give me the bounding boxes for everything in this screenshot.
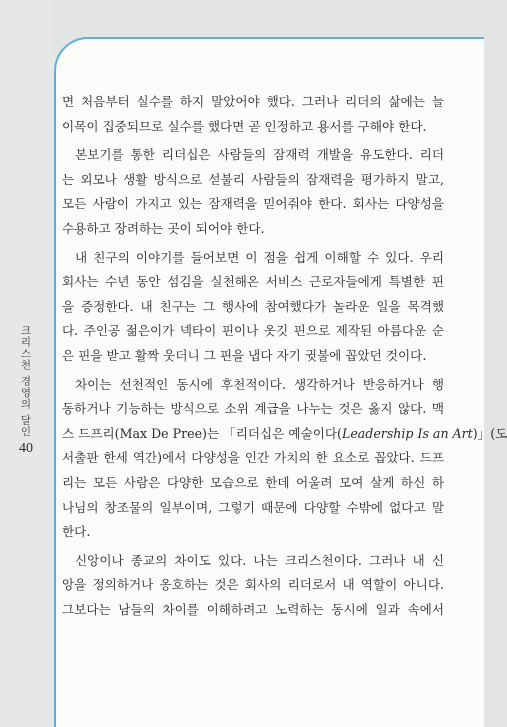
text-line: 내 친구의 이야기를 들어보면 이 점을 쉽게 이해할 수 있다. 우리 [75, 249, 444, 265]
text-segment: )」(도 [472, 425, 507, 441]
text-line: 는 외모나 생활 방식으로 섣불리 사람들의 잠재력을 평가하지 말고, [62, 171, 444, 187]
text-line: 수용하고 장려하는 곳이 되어야 한다. [62, 220, 265, 236]
text-line: 모든 사람이 가지고 있는 잠재력을 믿어줘야 한다. 회사는 다양성을 [62, 196, 444, 212]
paragraph-2 [62, 143, 444, 241]
text-line: 그보다는 남들의 차이를 이해하려고 노력하는 동시에 일과 속에서 [62, 601, 444, 617]
page-body [62, 90, 507, 626]
text-line: 한다. [62, 524, 91, 540]
book-title: 크리스천 경영의 달인 [19, 325, 32, 438]
paragraph-1 [62, 90, 444, 139]
italic-book-title: Leadership Is an Art [341, 425, 473, 441]
text-line: 앙을 정의하거나 옹호하는 것은 회사의 리더로서 내 역할이 아니다. [62, 577, 444, 593]
text-line: 다. 주인공 젊은이가 넥타이 핀이나 옷깃 핀으로 제작된 아름다운 순 [62, 323, 444, 339]
text-segment: 스 드프리(Max De Pree)는 「리더십은 예술이다( [62, 425, 342, 441]
text-line-with-title [62, 422, 507, 447]
text-line: 동하거나 기능하는 방식으로 소위 계급을 나누는 것은 옳지 않다. 맥 [62, 401, 444, 417]
text-line: 본보기를 통한 리더십은 사람들의 잠재력 개발을 유도한다. 리더 [75, 147, 444, 163]
text-line: 을 증정한다. 내 친구는 그 행사에 참여했다가 놀라운 일을 목격했 [62, 298, 444, 314]
text-line: 회사는 수년 동안 섬김을 실천해온 서비스 근로자들에게 특별한 핀 [62, 274, 444, 290]
paragraph-3 [62, 246, 444, 369]
text-line: 나님의 창조물의 일부이며, 그렇기 때문에 다양할 수밖에 없다고 말 [62, 499, 444, 515]
text-line: 서출판 한세 역간)에서 다양성을 인간 가치의 한 요소로 꼽았다. 드프 [62, 450, 444, 466]
text-line: 은 핀을 받고 활짝 웃더니 그 핀을 냅다 자기 귓불에 꼽았던 것이다. [62, 347, 427, 363]
paragraph-5 [62, 549, 444, 623]
text-line: 리는 모든 사람은 다양한 모습으로 한데 어울려 모여 살게 하신 하 [62, 474, 444, 490]
running-header [15, 325, 37, 457]
text-line: 면 처음부터 실수를 하지 말았어야 했다. 그러나 리더의 삶에는 늘 [62, 94, 444, 109]
text-line: 신앙이나 종교의 차이도 있다. 나는 크리스천이다. 그러나 내 신 [75, 552, 444, 568]
text-line: 이목이 집중되므로 실수를 했다면 곧 인정하고 용서를 구해야 한다. [62, 118, 427, 134]
paragraph-4 [62, 373, 507, 545]
page-number: 40 [19, 441, 33, 457]
text-line: 차이는 선천적인 동시에 후천적이다. 생각하거나 반응하거나 행 [75, 376, 444, 392]
